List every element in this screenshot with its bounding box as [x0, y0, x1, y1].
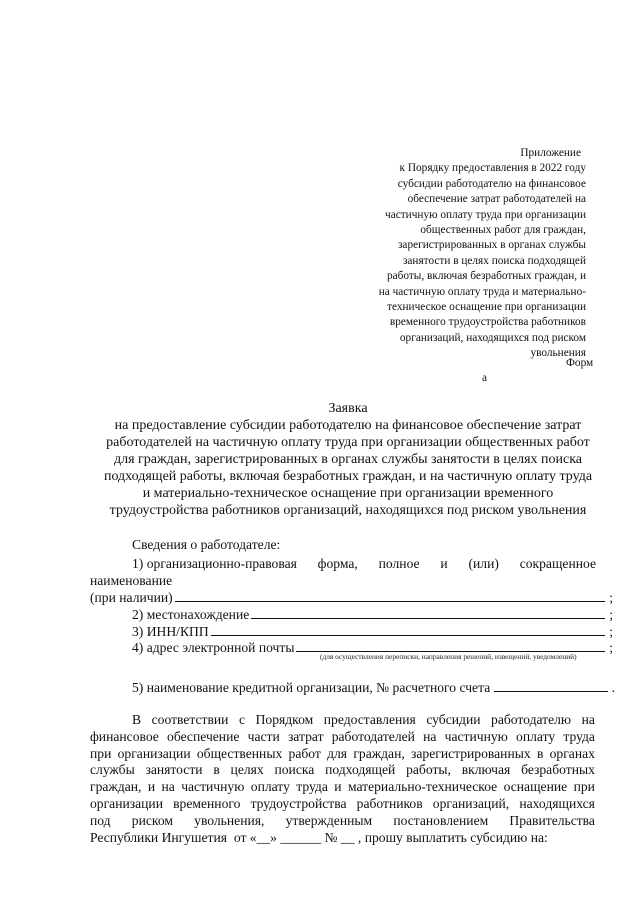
word: частичную	[444, 728, 508, 744]
inn-kpp-label: 3) ИНН/КПП	[132, 624, 209, 639]
word: в	[213, 762, 220, 778]
bank-fill-row	[132, 679, 615, 696]
word: для	[327, 745, 348, 761]
word: предоставления	[323, 712, 416, 727]
word: работ	[288, 745, 321, 761]
semicolon: ;	[609, 590, 613, 605]
word: обеспечение	[167, 728, 240, 744]
employer-item1-continued: наименование	[90, 573, 173, 588]
word: Правительства	[509, 812, 595, 828]
word: под	[90, 812, 111, 828]
semicolon: ;	[609, 640, 613, 655]
word: работников	[356, 795, 423, 811]
word: труда	[563, 728, 595, 744]
appendix-line: увольнения	[530, 347, 586, 360]
word: на	[581, 712, 595, 727]
word: работы,	[406, 762, 451, 778]
appendix-line: на частичную оплату труда и материально-	[378, 285, 586, 298]
location-fill-line[interactable]	[251, 606, 605, 619]
name-fill-row	[90, 589, 613, 606]
appendix-line: техническое оснащение при организации	[387, 301, 586, 314]
bank-fill-line[interactable]	[494, 679, 607, 692]
item1-word: 1) организационно-правовая	[132, 556, 297, 571]
word: при	[90, 745, 112, 761]
application-title	[88, 400, 608, 519]
word: частичную	[181, 779, 245, 795]
word: организации	[90, 795, 163, 811]
semicolon: ;	[609, 607, 613, 622]
word: граждан,	[90, 779, 142, 795]
name-fill-label: (при наличии)	[90, 590, 173, 605]
appendix-line: зарегистрированных в органах службы	[397, 239, 586, 252]
title-line: и материально-техническое оснащение при организации временного	[142, 486, 554, 501]
appendix-line: работы, включая безработных граждан, и	[386, 270, 586, 283]
word: зарегистрированных	[411, 745, 531, 761]
semicolon: ;	[609, 624, 613, 639]
body-line	[90, 796, 595, 813]
appendix-line: организаций, находящихся под риском	[399, 331, 586, 344]
body-line	[90, 746, 595, 763]
title-line: работодателей на частичную оплату труда при организации общественных работ	[106, 435, 590, 450]
word: постановлением	[393, 812, 489, 828]
body-line	[90, 813, 595, 830]
body-line	[90, 779, 595, 796]
appendix-line: Приложение	[520, 147, 581, 159]
word: организаций,	[432, 795, 510, 811]
word: финансовое	[90, 728, 159, 744]
word: оснащение	[503, 779, 568, 795]
employer-heading: Сведения о работодателе:	[132, 537, 281, 552]
email-fill-line[interactable]	[296, 639, 605, 652]
word: включая	[461, 762, 511, 778]
word: В	[132, 712, 142, 727]
word: увольнения,	[194, 812, 265, 828]
name-fill-line[interactable]	[175, 589, 606, 602]
word: работодателей	[331, 728, 415, 744]
word: труда	[296, 779, 328, 795]
item1-word: (или)	[468, 556, 499, 571]
word: и	[334, 779, 342, 795]
bank-label: 5) наименование кредитной организации, № расчетного счета	[132, 680, 491, 695]
word: и	[147, 779, 156, 795]
word: службы	[90, 762, 135, 778]
word: материально-техническое	[347, 779, 498, 795]
appendix-line: обеспечение затрат работодателей на	[407, 193, 586, 206]
word: риском	[131, 812, 173, 828]
appendix-line: частичную оплату труда при организации	[385, 208, 586, 221]
word: временного	[173, 795, 241, 811]
body-line	[90, 762, 595, 779]
employer-item1-line	[132, 555, 596, 572]
word: затрат	[287, 728, 324, 744]
form-label-part1: Форм	[566, 357, 594, 369]
title-line: трудоустройства работников организаций, находящихся под риском увольнения	[109, 503, 587, 518]
body-line	[90, 729, 595, 746]
body-paragraph	[90, 712, 595, 846]
word: на	[423, 728, 437, 744]
word: трудоустройства	[250, 795, 347, 811]
appendix-block	[350, 146, 586, 362]
word: подходящей	[325, 762, 396, 778]
appendix-line: субсидии работодателю на финансовое	[397, 177, 586, 190]
item1-word: форма,	[317, 556, 358, 571]
location-label: 2) местонахождение	[132, 607, 250, 622]
title-line: для граждан, зарегистрированных в органах службы занятости в целях поиска	[113, 452, 583, 467]
item1-word: и	[440, 556, 448, 571]
word: организации	[117, 745, 191, 761]
inn-kpp-fill-line[interactable]	[211, 623, 606, 636]
word: находящихся	[519, 795, 595, 811]
item1-word: сокращенное	[519, 556, 596, 571]
item1-word: полное	[378, 556, 420, 571]
appendix-line: временного трудоустройства работников	[389, 316, 586, 329]
word: соответствии	[151, 712, 229, 727]
word: органах	[549, 745, 595, 761]
word: утвержденным	[285, 812, 373, 828]
word: в	[536, 745, 544, 761]
word: оплату	[516, 728, 556, 744]
word: с	[238, 712, 246, 727]
title-line: на предоставление субсидии работодателю на финансовое обеспечение затрат	[114, 418, 582, 433]
title-heading: Заявка	[328, 401, 368, 416]
appendix-line: общественных работ для граждан,	[420, 224, 586, 237]
appendix-line: к Порядку предоставления в 2022 году	[399, 162, 586, 175]
word: Порядком	[255, 712, 314, 727]
location-fill-row	[132, 606, 613, 623]
title-line: подходящей работы, включая безработных граждан, и на частичную оплату труда	[103, 469, 593, 484]
word: оплату	[250, 779, 290, 795]
period: .	[611, 680, 615, 695]
word: целях	[230, 762, 264, 778]
word: граждан,	[353, 745, 405, 761]
word: на	[161, 779, 175, 795]
email-label: 4) адрес электронной почты	[132, 640, 295, 655]
inn-kpp-fill-row	[132, 623, 613, 640]
word: поиска	[274, 762, 315, 778]
word: занятости	[145, 762, 203, 778]
form-label-part2: а	[482, 372, 488, 384]
word: безработных	[521, 762, 595, 778]
body-line	[90, 712, 595, 729]
appendix-line: занятости в целях поиска подходящей	[402, 254, 586, 267]
body-line	[90, 830, 595, 847]
word: общественных	[196, 745, 283, 761]
word: при	[573, 779, 595, 795]
email-hint-note: (для осуществления переписки, направления решений, извещений, уведомлений)	[320, 652, 577, 661]
word: части	[247, 728, 280, 744]
word: субсидии	[426, 712, 481, 727]
word: работодателю	[491, 712, 572, 727]
body-last-line: Республики Ингушетия от «__» ______ № __ , прошу выплатить субсидию на:	[90, 829, 548, 845]
